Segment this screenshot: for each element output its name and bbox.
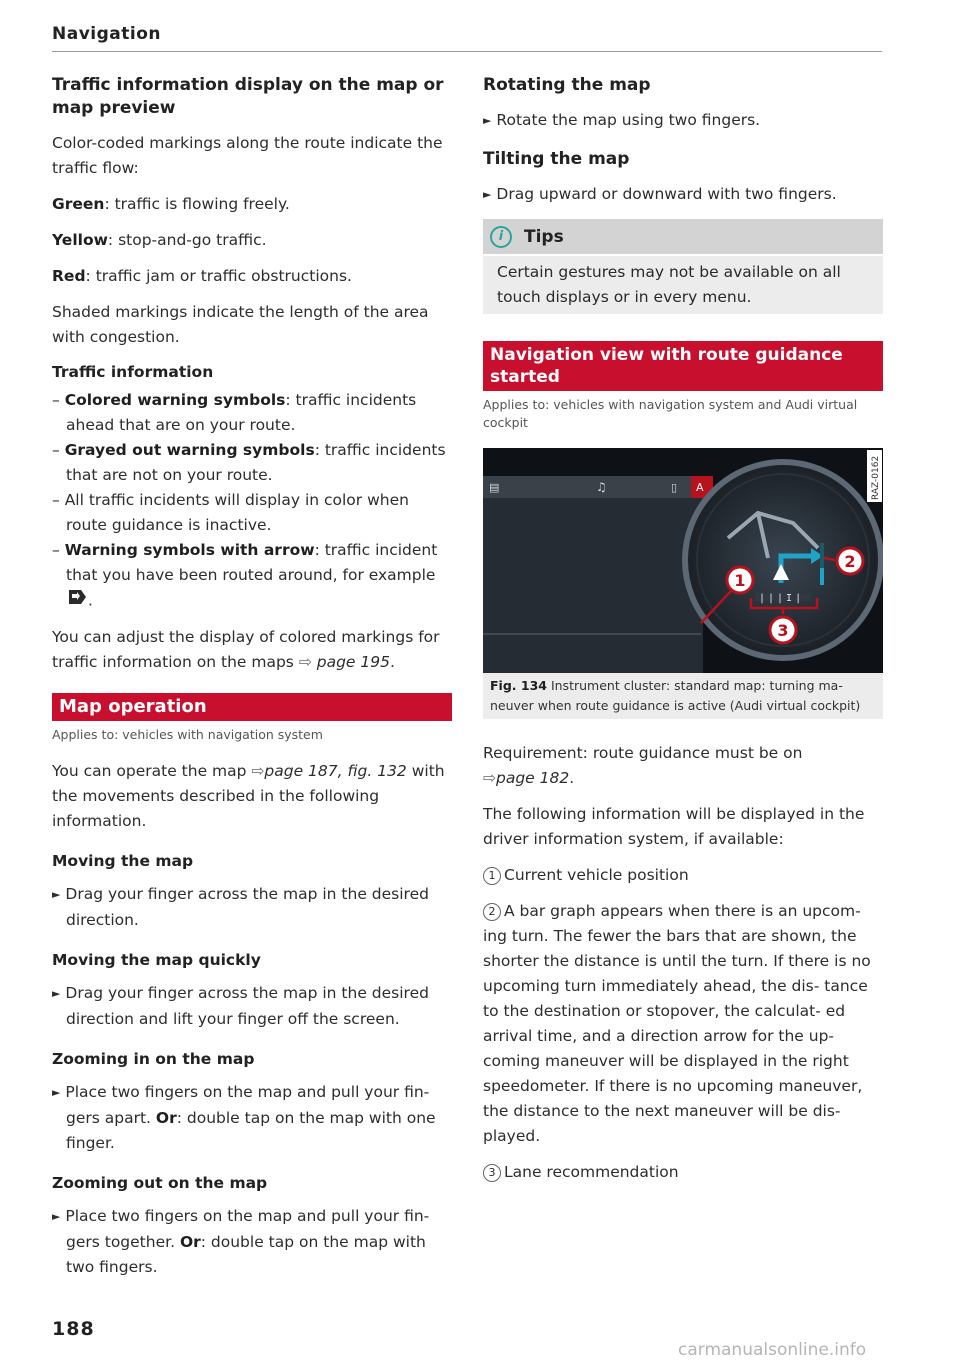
- tilting-heading: Tilting the map: [483, 149, 630, 169]
- zoomout-step: ► Place two fingers on the map and pull your fin- gers together. Or: double tap on the map with two fingers.: [52, 1207, 430, 1276]
- step-bullet-icon: ►: [52, 888, 61, 901]
- item-3: 3 Lane recommendation: [483, 1160, 883, 1185]
- step-bullet-icon: ►: [52, 987, 61, 1000]
- green-label: Green: [52, 195, 105, 213]
- traffic-detour-icon: [66, 588, 88, 614]
- step-bullet-icon: ►: [483, 114, 492, 127]
- left-column: [52, 74, 452, 1291]
- info-icon: i: [490, 226, 512, 248]
- rotating-heading: Rotating the map: [483, 75, 651, 95]
- following-paragraph: The following information will be displayed in the driver information system, if available:: [483, 805, 865, 848]
- instrument-cluster-figure: [483, 448, 883, 673]
- nav-view-heading: Navigation view with route guidance started: [483, 341, 883, 391]
- number-badge-icon: 1: [483, 867, 501, 885]
- moving-step: ► Drag your finger across the map in the desired direction.: [52, 885, 429, 929]
- callout-1: 1: [734, 571, 746, 590]
- traffic-display-intro: Color-coded markings along the route indicate the traffic flow:: [52, 134, 443, 177]
- page-header: [52, 24, 882, 52]
- music-icon: ♫: [596, 480, 607, 494]
- green-text: : traffic is flowing freely.: [104, 195, 290, 213]
- figure-label: Fig. 134: [490, 678, 547, 693]
- tips-title: Tips: [524, 226, 564, 247]
- tips-box: [483, 219, 883, 314]
- zoomin-step: ► Place two fingers on the map and pull your fin- gers apart. Or: double tap on the map with one finger.: [52, 1083, 436, 1152]
- rotating-step: ► Rotate the map using two fingers.: [483, 111, 761, 129]
- cockpit-illustration: [483, 448, 883, 673]
- red-text: : traffic jam or traffic obstructions.: [85, 267, 352, 285]
- applies-note: Applies to: vehicles with navigation system and Audi virtual cockpit: [483, 397, 858, 430]
- callout-2: 2: [844, 552, 856, 571]
- phone-icon: ▯: [671, 481, 678, 494]
- step-bullet-icon: ►: [52, 1086, 61, 1099]
- map-operation-heading: Map operation: [52, 693, 452, 721]
- zoomout-heading: Zooming out on the map: [52, 1174, 268, 1192]
- quick-step: ► Drag your finger across the map in the desired direction and lift your finger off the screen.: [52, 984, 429, 1028]
- list-item: – Grayed out warning symbols: traffic incidents that are not on your route.: [52, 441, 446, 484]
- watermark: carmanualsonline.info: [678, 1340, 867, 1360]
- zoomin-heading: Zooming in on the map: [52, 1050, 255, 1068]
- nav-view-section: [483, 341, 883, 432]
- section-title: Navigation: [52, 24, 161, 44]
- red-label: Red: [52, 267, 86, 285]
- applies-note: Applies to: vehicles with navigation system: [52, 727, 323, 742]
- tips-body: Certain gestures may not be available on all touch displays or in every menu.: [497, 263, 841, 306]
- nav-icon: A: [696, 481, 704, 494]
- ref-arrow-icon: ⇨: [298, 653, 312, 671]
- traffic-display-heading: Traffic information display on the map or map preview: [52, 75, 444, 118]
- figure-code: RAZ-0162: [871, 455, 881, 500]
- number-badge-icon: 3: [483, 1164, 501, 1182]
- page-number: 188: [52, 1318, 95, 1340]
- list-item: – All traffic incidents will display in color when route guidance is inactive.: [52, 491, 409, 534]
- callout-3: 3: [777, 621, 789, 640]
- tilting-step: ► Drag upward or downward with two fingers.: [483, 185, 837, 203]
- adjust-paragraph: You can adjust the display of colored markings for traffic information on the maps ⇨ page 195.: [52, 628, 440, 671]
- right-column: [483, 74, 883, 1196]
- page-reference-link[interactable]: page 187, fig. 132: [264, 762, 407, 780]
- ref-arrow-icon: ⇨: [251, 762, 265, 780]
- map-operation-section: [52, 693, 452, 744]
- requirement-paragraph: Requirement: route guidance must be on ⇨page 182.: [483, 744, 803, 787]
- moving-heading: Moving the map: [52, 852, 194, 870]
- tips-header: [483, 219, 883, 256]
- traffic-info-heading: Traffic information: [52, 363, 214, 381]
- list-item: – Colored warning symbols: traffic incidents ahead that are on your route.: [52, 391, 417, 434]
- map-operation-intro: You can operate the map ⇨page 187, fig. 132 with the movements described in the following information.: [52, 762, 445, 830]
- shaded-paragraph: Shaded markings indicate the length of the area with congestion.: [52, 303, 429, 346]
- item-2: 2 A bar graph appears when there is an upcom- ing turn. The fewer the bars that are shown, the shorter the distance is until the turn. If there is no upcoming turn immediately ahead, the dis- tance to the destination or stopover, the calculat- ed arrival time, and a direction arrow for the up- coming maneuver will be displayed in the right speedometer. If there is no upcoming maneuver, the distance to the next maneuver will be dis- played.: [483, 902, 871, 1145]
- page-reference-link[interactable]: page 182: [496, 769, 570, 787]
- ref-arrow-icon: ⇨: [483, 769, 496, 787]
- lane-indicator: |||I|: [759, 593, 805, 604]
- list-item: – Warning symbols with arrow: traffic incident that you have been routed around, for example .: [52, 538, 452, 614]
- step-bullet-icon: ►: [52, 1210, 61, 1223]
- yellow-label: Yellow: [52, 231, 108, 249]
- figure-caption: Fig. 134 Instrument cluster: standard map: turning ma- neuver when route guidance is active (Audi virtual cockpit): [483, 673, 883, 719]
- yellow-paragraph: [52, 228, 452, 253]
- quick-heading: Moving the map quickly: [52, 951, 261, 969]
- green-paragraph: [52, 192, 452, 217]
- yellow-text: : stop-and-go traffic.: [107, 231, 267, 249]
- traffic-info-list: [52, 388, 452, 614]
- number-badge-icon: 2: [483, 903, 501, 921]
- step-bullet-icon: ►: [483, 188, 492, 201]
- page-reference-link[interactable]: page 195: [316, 653, 390, 671]
- item-1: 1 Current vehicle position: [483, 863, 883, 888]
- status-icon: ▤: [489, 481, 500, 494]
- red-paragraph: [52, 264, 452, 289]
